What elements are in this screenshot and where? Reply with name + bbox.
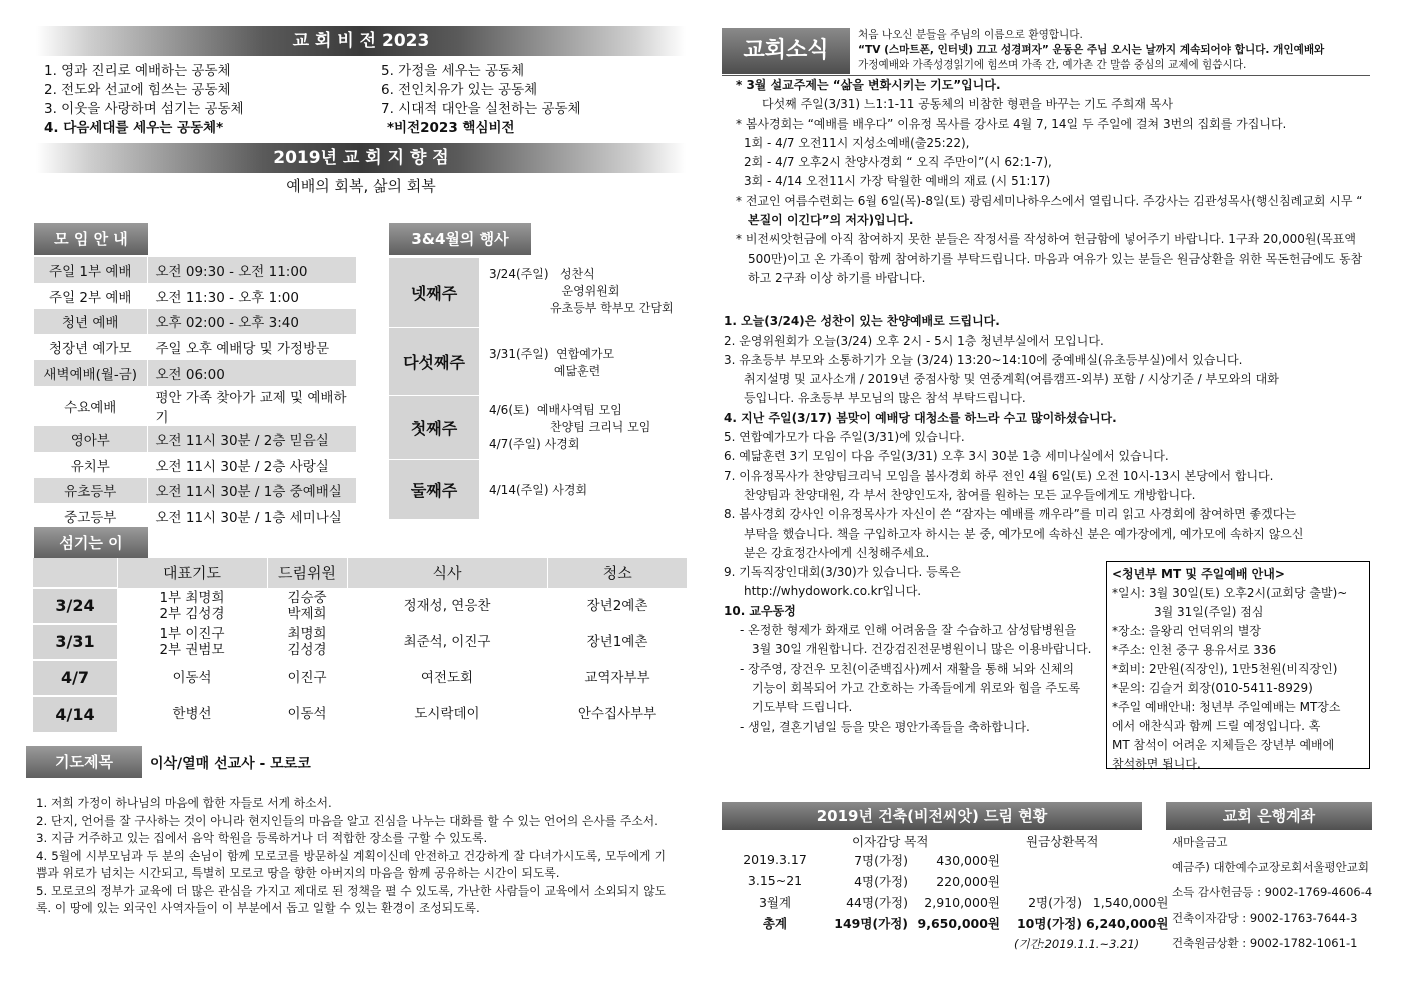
news-line: * 비전씨앗헌금에 아직 참여하지 못한 분들은 작정서를 작성하여 헌금함에 넣어주기 바랍니다. 1구좌 20,000원(목표액 [736, 232, 1356, 247]
meeting-time: 오전 11시 30분 / 2층 믿음실 [147, 426, 356, 452]
server-row [33, 696, 687, 732]
prayer-list [36, 795, 666, 918]
direction-subtitle: 예배의 회복, 삶의 회복 [286, 177, 436, 195]
news-line: 7. 이유정목사가 찬양팀크리닉 모임을 봄사경회 하루 전인 4월 6일(토) 오전 10시-13시 본당에서 합니다. [724, 468, 1274, 483]
mt-line: *문의: 김슬거 회장(010-5411-8929) [1112, 681, 1313, 695]
server-prayer: 1부 최명희 2부 김성경 [159, 590, 225, 622]
meeting-name: 청년 예배 [62, 315, 119, 332]
meeting-name: 새벽예배(월-금) [43, 367, 138, 384]
prayer-item: 4. 5월에 시부모님과 두 분의 손님이 함께 모로코를 방문하실 계획이신데 안전하고 건강하게 잘 다녀가시도록, 모두에게 기쁨과 위로가 넘치는 시간되고, 특별히 모로코 땅을 향한 아버지의 마음을 함께 공유하는 시간이 되도록. [36, 848, 666, 880]
meeting-row [34, 283, 356, 309]
meeting-time: 오후 02:00 - 오후 3:40 [147, 309, 356, 335]
prayer-item: 1. 저희 가정이 하나님의 마음에 합한 자들로 서게 하소서. [36, 796, 332, 810]
building-d: 1,540,000원 [1092, 894, 1169, 910]
servers-title: 섬기는 이 [34, 527, 148, 559]
events-title: 3&4월의 행사 [389, 223, 531, 255]
prayer-item: 2. 단지, 언어를 잘 구사하는 것이 아니라 현지인들의 마음을 알고 진심을 나누는 대화를 할 수 있는 언어의 은사를 주소서. [36, 813, 658, 828]
building-row [730, 912, 1170, 933]
vision-left [44, 62, 244, 138]
news-line: 다섯째 주일(3/31) 느1:1-11 공동체의 비참한 형편을 바꾸는 기도 주희재 목사 [762, 97, 1173, 112]
news-line: 10. 교우동정 [724, 603, 796, 618]
building-date: 3.15~21 [747, 873, 803, 888]
vision-item: 2. 전도와 선교에 힘쓰는 공동체 [44, 82, 231, 98]
server-dream: 이동석 [287, 706, 327, 723]
meeting-row [34, 426, 356, 452]
news-line: 3. 유초등부 부모와 소통하기가 오늘 (3/24) 13:20~14:10에 중예배실(유초등부실)에서 있습니다. [724, 352, 1243, 367]
news-title: 교회소식 [722, 28, 850, 74]
building-b: 220,000원 [936, 873, 1000, 889]
news-line: 4. 지난 주일(3/17) 봄맞이 예배당 대청소를 하느라 수고 많이하셨습니다. [724, 410, 1117, 425]
vision-item: 1. 영과 진리로 예배하는 공동체 [44, 63, 231, 79]
bank-line: 소득 감사헌금등 : 9002-1769-4606-4 [1172, 885, 1373, 899]
building-a: 7명(가정) [854, 852, 908, 868]
servers-header: 드림위원 [267, 558, 347, 588]
prayer-title: 기도제목 [26, 746, 142, 778]
meetings-table [34, 257, 356, 529]
news-line: * 봄사경회는 “예배를 배우다” 이유정 목사를 강사로 4월 7, 14일 두 주일에 걸쳐 3번의 집회를 가집니다. [736, 116, 1287, 131]
news-line: - 장주영, 장건우 모친(이준백집사)께서 재활을 통해 뇌와 신체의 [740, 661, 1075, 676]
meeting-name: 주일 2부 예배 [49, 289, 132, 306]
meeting-name: 유초등부 [64, 484, 117, 501]
news-line: 기도부탁 드립니다. [752, 700, 853, 715]
building-d: 6,240,000원 [1086, 915, 1169, 931]
building-c: 2명(가정) [1028, 894, 1082, 910]
server-row [33, 624, 687, 660]
server-date: 4/7 [33, 660, 117, 696]
server-dream: 최명희 김성경 [287, 626, 327, 658]
vision-title: 교 회 비 전 2023 [36, 26, 686, 56]
meeting-row [34, 360, 356, 386]
news-line: 3월 30일 개원합니다. 건강검진전문병원이니 많은 이용바랍니다. [752, 642, 1092, 657]
server-prayer: 이동석 [172, 670, 212, 686]
event-week: 둘째주 [389, 460, 479, 519]
mt-line: *주소: 인천 중구 용유서로 336 [1112, 643, 1277, 657]
meeting-name: 청장년 예가모 [48, 341, 132, 358]
server-prayer: 1부 이진구 2부 권범모 [159, 626, 225, 658]
building-row [730, 891, 1170, 912]
server-date: 4/14 [33, 696, 117, 732]
building-a: 4명(가정) [854, 873, 908, 889]
meeting-time: 오전 06:00 [147, 360, 356, 386]
building-date: 3월계 [758, 894, 792, 910]
mt-line: <청년부 MT 및 주일예배 안내> [1112, 567, 1285, 581]
news-line: 기능이 회복되어 가고 간호하는 가족들에게 위로와 힘을 주도록 [752, 680, 1081, 695]
direction-title: 2019년 교 회 지 향 점 [36, 143, 686, 173]
mt-line: *회비: 2만원(직장인), 1만5천원(비직장인) [1112, 662, 1338, 676]
prayer-item: 3. 지금 거주하고 있는 집에서 음악 학원을 등록하거나 더 적합한 장소를 구할 수 있도록. [36, 831, 488, 845]
news-line: 5. 연합예가모가 다음 주일(3/31)에 있습니다. [724, 430, 965, 445]
server-clean: 장년1예촌 [586, 634, 648, 650]
welcome-line: 처음 나오신 분들을 주님의 이름으로 환영합니다. [858, 29, 1083, 41]
server-prayer: 한병선 [172, 706, 212, 723]
server-clean: 교역자부부 [584, 670, 650, 686]
building-d [1084, 870, 1170, 891]
news-line: 8. 봄사경회 강사인 이유정목사가 자신이 쓴 “잠자는 예배를 깨우라”를 미리 읽고 사경회에 참여하면 좋겠다는 [724, 507, 1296, 522]
building-date: 총계 [762, 915, 788, 931]
meeting-time: 오전 11시 30분 / 1층 세미나실 [147, 503, 356, 529]
meeting-time: 주일 오후 예배당 및 가정방문 [147, 334, 356, 360]
server-meal: 최준석, 이진구 [403, 634, 491, 650]
welcome-line: 가정예배와 가족성경읽기에 힘쓰며 가족 간, 예가촌 간 말씀 중심의 교제에 힘씁시다. [858, 59, 1247, 71]
server-row [33, 660, 687, 696]
server-dream: 김승중 박제희 [287, 590, 327, 622]
vision-right [381, 62, 581, 138]
building-date: 2019.3.17 [743, 852, 807, 867]
server-meal: 도시락데이 [414, 706, 480, 723]
bank-line: 건축원금상환 : 9002-1782-1061-1 [1172, 936, 1358, 950]
news-welcome [858, 28, 1373, 73]
event-week: 다섯째주 [389, 328, 479, 395]
news-line: 1. 오늘(3/24)은 성찬이 있는 찬양예배로 드립니다. [724, 314, 1000, 329]
mt-line: *일시: 3월 30일(토) 오후2시(교회당 출발)~ [1112, 586, 1348, 600]
building-b: 9,650,000원 [917, 915, 1000, 931]
meeting-row [34, 452, 356, 478]
vision-core-note: *비전2023 핵심비전 [387, 120, 515, 136]
mt-line: *주일 예배안내: 청년부 주일예배는 MT장소 [1112, 700, 1341, 714]
news-line: 취지설명 및 교사소개 / 2019년 중점사항 및 연중계획(여름캠프-외부) 포함 / 시상기준 / 부모와의 대화 [744, 372, 1279, 387]
building-a: 44명(가정) [846, 894, 908, 910]
news-line[interactable]: http://whydowork.co.kr입니다. [744, 584, 922, 599]
mt-line: 3월 31일(주일) 점심 [1154, 605, 1264, 619]
meeting-time: 오전 11시 30분 / 2층 사랑실 [147, 452, 356, 478]
news-line: 2회 - 4/7 오후2시 찬양사경회 “ 오직 주만이”(시 62:1-7), [744, 155, 1052, 170]
meeting-name: 유치부 [70, 458, 110, 475]
prayer-target: 이삭/열매 선교사 - 모로코 [150, 756, 311, 772]
news-line: * 3월 설교주제는 “삶을 변화시키는 기도”입니다. [736, 78, 1001, 92]
bank-title: 교회 은행계좌 [1166, 802, 1372, 830]
event-row [389, 395, 678, 459]
vision-item: 7. 시대적 대안을 실천하는 공동체 [381, 101, 581, 117]
event-text: 4/6(토) 예배사역팀 모임 찬양팀 크리닉 모임 4/7(주일) 사경회 [489, 403, 651, 451]
meeting-name: 주일 1부 예배 [49, 263, 132, 280]
meeting-row [34, 309, 356, 335]
news-line: - 온정한 형제가 화재로 인해 어려움을 잘 수습하고 삼성탑병원을 [740, 623, 1077, 638]
mt-line: *장소: 을왕리 언덕위의 별장 [1112, 624, 1261, 638]
meeting-name: 중고등부 [64, 510, 117, 527]
news-line: 500만)이고 온 가족이 함께 참여하기를 부탁드립니다. 마음과 여유가 있는 분들은 원금상환을 위한 목돈헌금에도 동참 [748, 251, 1363, 266]
news-line: 하고 2구좌 이상 하기를 바랍니다. [748, 270, 926, 285]
bank-line: 새마을금고 [1172, 835, 1228, 849]
news-line: - 생일, 결혼기념일 등을 맞은 평안가족들을 축하합니다. [740, 719, 1030, 734]
building-a: 149명(가정) [834, 915, 908, 931]
building-title: 2019년 건축(비전씨앗) 드림 현황 [722, 802, 1142, 830]
meeting-row [34, 334, 356, 360]
events-table [389, 257, 678, 519]
servers-header: 대표기도 [117, 558, 267, 588]
event-row [389, 327, 678, 395]
meeting-row [34, 503, 356, 529]
vision-item: 3. 이웃을 사랑하며 섬기는 공동체 [44, 101, 244, 117]
building-col2: 원금상환목적 [1026, 834, 1099, 849]
meeting-row [34, 386, 356, 426]
mt-line: 에서 애찬식과 함께 드릴 예정입니다. 혹 [1112, 719, 1321, 733]
mt-line: 참석하면 됩니다. [1112, 757, 1201, 771]
servers-header: 청소 [547, 558, 687, 588]
building-b: 430,000원 [936, 852, 1000, 868]
meeting-time: 평안 가족 찾아가 교제 및 예배하기 [147, 386, 356, 426]
building-c: 10명(가정) [1016, 915, 1082, 931]
news-line: * 전교인 여름수련회는 6월 6일(목)-8일(토) 광림세미나하우스에서 열립니다. 주강사는 김관성목사(행신침례교회 시무 “ [736, 193, 1363, 208]
meeting-name: 수요예배 [64, 399, 117, 416]
news-line: 분은 강효정간사에게 신청해주세요. [744, 545, 930, 560]
mt-line: MT 참석이 어려운 지체들은 장년부 예배에 [1112, 738, 1335, 752]
building-table [730, 849, 1170, 933]
news-line: 등입니다. 유초등부 부모님의 많은 참석 부탁드립니다. [744, 391, 1026, 406]
servers-corner [33, 558, 117, 588]
meeting-time: 오전 11:30 - 오후 1:00 [147, 283, 356, 309]
building-d [1084, 849, 1170, 870]
meeting-name: 영아부 [70, 432, 110, 449]
event-text: 4/14(주일) 사경회 [489, 483, 588, 497]
news-line: 3회 - 4/14 오전11시 가장 탁월한 예배의 재료 (시 51:17) [744, 174, 1051, 189]
event-text: 3/31(주일) 연합예가모 예닮훈련 [489, 347, 615, 378]
building-period: (기간:2019.1.1.~3.21) [1014, 937, 1140, 951]
vision-item: 5. 가정을 세우는 공동체 [381, 63, 525, 79]
server-meal: 여전도회 [420, 670, 474, 686]
event-week: 넷째주 [389, 258, 479, 327]
news-line: 본질이 이긴다”의 저자)입니다. [748, 213, 914, 228]
event-text: 3/24(주일) 성찬식 운영위원회 유초등부 학부모 간담회 [489, 267, 674, 315]
server-row [33, 588, 687, 624]
vision-item: 6. 전인치유가 있는 공동체 [381, 82, 538, 98]
welcome-line: “TV (스마트폰, 인터넷) 끄고 성경펴자” 운동은 주님 오시는 날까지 계속되어야 합니다. 개인예배와 [858, 44, 1325, 56]
meeting-row [34, 257, 356, 283]
news-line: 2. 운영위원회가 오늘(3/24) 오후 2시 - 5시 1층 청년부실에서 모입니다. [724, 333, 1104, 348]
meeting-time: 오전 09:30 - 오전 11:00 [147, 257, 356, 283]
news-line: 부탁을 했습니다. 책을 구입하고자 하시는 분 중, 예가모에 속하신 분은 예가장에게, 예가모에 속하지 않으신 [744, 526, 1304, 541]
server-meal: 정재성, 연응찬 [403, 598, 491, 614]
server-clean: 장년2예촌 [586, 598, 648, 614]
building-b: 2,910,000원 [924, 894, 1000, 910]
bank-line: 예금주) 대한예수교장로회서울평안교회 [1172, 860, 1369, 874]
news-line: 9. 기독직장인대회(3/30)가 있습니다. 등록은 [724, 565, 961, 580]
event-row [389, 257, 678, 327]
server-date: 3/31 [33, 624, 117, 660]
server-date: 3/24 [33, 588, 117, 624]
servers-header: 식사 [347, 558, 547, 588]
vision-item: 4. 다음세대를 세우는 공동체* [44, 120, 224, 136]
event-row [389, 459, 678, 519]
servers-table [33, 558, 687, 732]
news-line: 6. 예닮훈련 3기 모임이 다음 주일(3/31) 오후 3시 30분 1층 세미나실에서 있습니다. [724, 449, 1169, 464]
news-line: 1회 - 4/7 오전11시 지성소예배(출25:22), [744, 135, 970, 150]
building-col1: 이자감당 목적 [852, 834, 929, 849]
meeting-row [34, 478, 356, 504]
mt-notice-box [1106, 561, 1370, 769]
building-row [730, 849, 1170, 870]
prayer-item: 5. 모로코의 정부가 교육에 더 많은 관심을 가지고 제대로 된 정책을 펼 수 있도록, 가난한 사람들이 교육에서 소외되지 않도록. 이 땅에 있는 외국인 사역자들이 이 부분에서 돕고 일할 수 있는 환경이 조성되도록. [36, 883, 666, 915]
meeting-time: 오전 11시 30분 / 1층 중예배실 [147, 478, 356, 504]
meetings-title: 모 임 안 내 [34, 223, 148, 255]
building-row [730, 870, 1170, 891]
building-c [1002, 870, 1084, 891]
bank-line: 건축이자감당 : 9002-1763-7644-3 [1172, 911, 1358, 925]
building-c [1002, 849, 1084, 870]
event-week: 첫째주 [389, 396, 479, 459]
server-clean: 안수집사부부 [577, 706, 657, 723]
news-line: 찬양팀과 찬양대원, 각 부서 찬양인도자, 참여를 원하는 모든 교우들에게도 개방합니다. [744, 487, 1196, 502]
server-dream: 이진구 [287, 670, 327, 686]
